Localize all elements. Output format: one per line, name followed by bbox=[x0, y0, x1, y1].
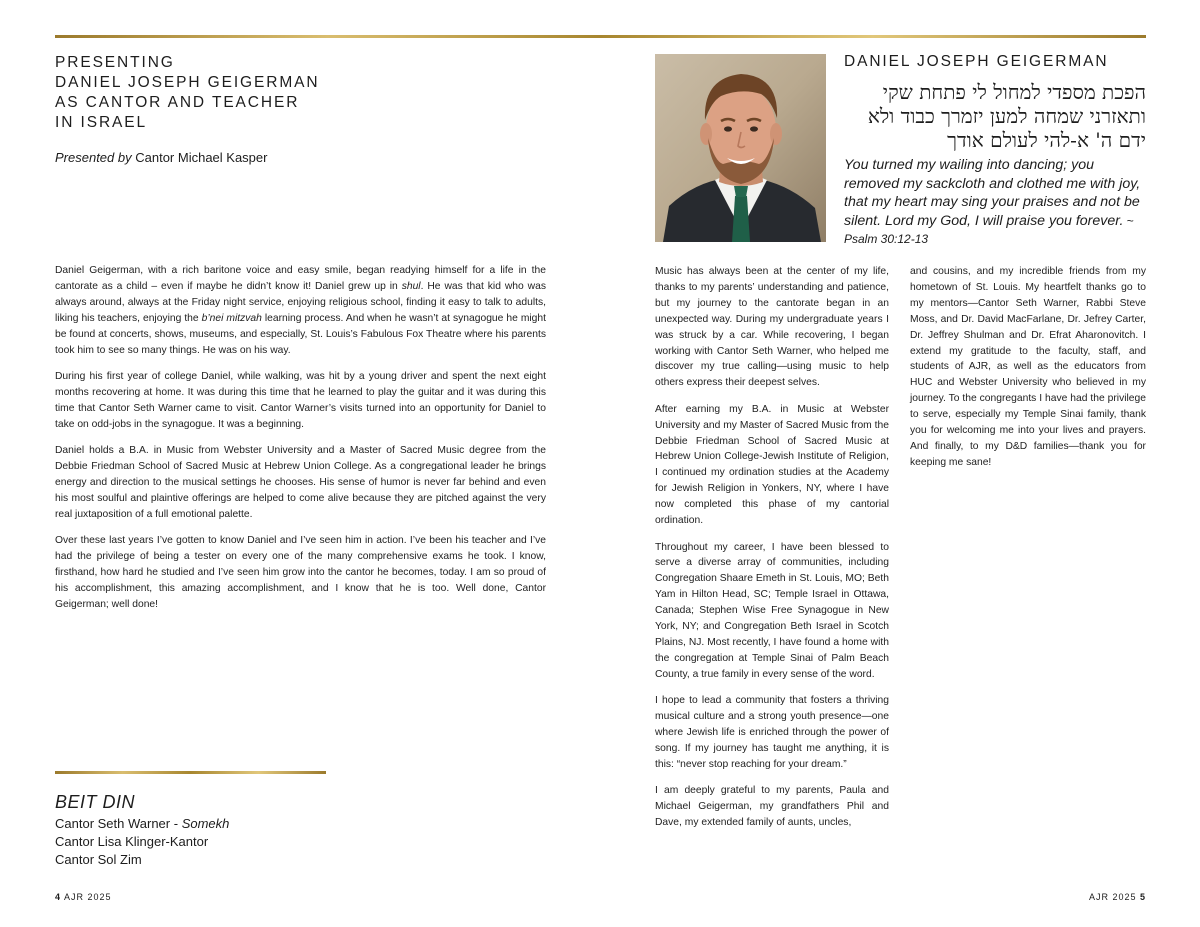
presenter-name: Cantor Michael Kasper bbox=[135, 150, 268, 165]
title-line: PRESENTING bbox=[55, 54, 175, 71]
portrait-photo bbox=[655, 54, 826, 242]
paragraph: After earning my B.A. in Music at Webster University and my Master of Sacred Music from the Debbie Friedman School of Sacred Music at Hebrew Union College-Jewish Institute of Religion, I continued my ordination studies at the Academy for Jewish Religion in Yonkers, NY, where I have now completed this phase of my cantorial ordination. bbox=[655, 403, 889, 527]
beit-din-gold-rule bbox=[55, 771, 326, 774]
paragraph: During his first year of college Daniel, while walking, was hit by a young driver and spent the next eight months recovering at home. It was during this time that he learned to play the guitar and it was during this time that Cantor Seth Warner came to visit. Cantor Warner’s visits turned into an opportunity for Daniel to take on odd-jobs in the synagogue. It was a beginning. bbox=[55, 370, 546, 430]
psalm-translation bbox=[844, 156, 1149, 249]
left-footer bbox=[55, 892, 112, 902]
psalm-reference: Psalm 30:12-13 bbox=[844, 232, 929, 246]
member-role: Somekh bbox=[181, 816, 230, 831]
title-line: IN ISRAEL bbox=[55, 114, 148, 131]
paragraph: I hope to lead a community that fosters a thriving musical culture and a strong youth presence—one where Jewish life is enriched through the power of song. If my journey has taught me anything, it is this: “never stop reaching for your dream.” bbox=[655, 695, 889, 770]
right-footer bbox=[1089, 892, 1146, 902]
beit-din-heading: BEIT DIN bbox=[55, 792, 136, 812]
beit-din-member: Cantor Lisa Klinger-Kantor bbox=[55, 834, 209, 849]
title-line: DANIEL JOSEPH GEIGERMAN bbox=[55, 74, 320, 91]
paragraph bbox=[55, 263, 546, 358]
text-run: learning process. And when he wasn’t at synagogue he might be found at concerts, shows, museums, and especially, St. Louis’s Fabulous Fox Theatre where his parents took him to see so many things. He was on his way. bbox=[55, 312, 546, 356]
title-line: AS CANTOR AND TEACHER bbox=[55, 94, 300, 111]
member-name: Cantor Seth Warner - bbox=[55, 816, 182, 831]
psalm-text: You turned my wailing into dancing; you removed my sackcloth and clothed me with joy, that my heart may sing your praises and not be silent. Lord my God, I will praise you forever. bbox=[844, 157, 1141, 229]
paragraph: Daniel holds a B.A. in Music from Webster University and a Master of Sacred Music degree from the Debbie Friedman School of Sacred Music at Hebrew Union College. As a congregational leader he brings energy and direction to the musical settings he chooses. His sense of humor is never far behind and even his most soulful and plaintive offerings are helped to come alive because they are pitched against the very real juxtaposition of a full emotional palette. bbox=[55, 445, 546, 520]
right-column-1 bbox=[655, 264, 889, 841]
beit-din-member bbox=[55, 815, 229, 833]
paragraph: Throughout my career, I have been blessed to serve a diverse array of communities, including Congregation Shaare Emeth in St. Louis, MO; Beth Yam in Hilton Head, SC; Temple Israel in Ottawa, Canada; Stephen Wise Free Synagogue in New York, NY; and Congregation Beth Israel in Scotch Plains, NJ. Most recently, I have found a home with the congregation at Temple Sinai of Palm Beach County, a true family in every sense of the word. bbox=[655, 541, 889, 680]
hebrew-line: ותאזרני שמחה למען יזמרך כבוד ולא bbox=[867, 104, 1146, 128]
page-number: 5 bbox=[1139, 892, 1146, 902]
article-title bbox=[55, 53, 319, 133]
tilde: ~ bbox=[1123, 213, 1134, 228]
hebrew-line: ידם ה' א-להי לעולם אודך bbox=[947, 128, 1146, 152]
hebrew-line: הפכת מספדי למחול לי פתחת שקי bbox=[882, 80, 1146, 104]
subject-name: DANIEL JOSEPH GEIGERMAN bbox=[844, 53, 1109, 70]
paragraph: Over these last years I’ve gotten to know Daniel and I’ve seen him in action. I’ve been his teacher and I’ve had the privilege of being a tester on every one of the many comprehensive exams he took. I know, firsthand, how hard he studied and I’ve seen him grow into the cantor he becomes, today. I am so proud of his accomplishment, this amazing accomplishment, and I know that he is too. Well done, Cantor Geigerman; well done! bbox=[55, 535, 546, 610]
footer-publication: AJR 2025 bbox=[1088, 892, 1137, 902]
presented-by bbox=[55, 150, 267, 165]
beit-din-list bbox=[55, 815, 229, 869]
page-number: 4 bbox=[55, 892, 62, 902]
italic-term: b’nei mitzvah bbox=[201, 312, 262, 324]
text-run: . He was that kid who was always around, always at the Friday night service, enjoying religious school, finding it easy to talk to adults, liking his teachers, enjoying the bbox=[55, 280, 546, 324]
hebrew-verse bbox=[844, 80, 1146, 152]
paragraph: and cousins, and my incredible friends from my hometown of St. Louis. My heartfelt thanks go to my mentors—Cantor Seth Warner, Rabbi Steve Moss, and Dr. David MacFarlane, Dr. Jefrey Carter, Dr. Jeffrey Shulman and Dr. Efrat Aharonovitch. I extend my gratitude to the faculty, staff, and students of AJR, as well as the educators from HUC and Webster University who believed in my journey. To the congregants I have had the privilege to serve, especially my Temple Sinai family, thank you for welcoming me into your lives and prayers. And finally, to my D&D families—thank you for keeping me sane! bbox=[910, 266, 1146, 468]
top-gold-rule bbox=[55, 35, 1146, 38]
right-column-2 bbox=[910, 264, 1146, 481]
paragraph: I am deeply grateful to my parents, Paula and Michael Geigerman, my grandfathers Phil and Dave, my extended family of aunts, uncles, bbox=[655, 785, 889, 828]
italic-term: shul bbox=[401, 280, 421, 292]
presented-by-prefix: Presented by bbox=[55, 150, 132, 165]
left-article-body bbox=[55, 263, 546, 623]
text-run: Daniel Geigerman, with a rich baritone voice and easy smile, began readying himself for a life in the cantorate as a child – even if maybe he didn’t know it! Daniel grew up in bbox=[55, 265, 546, 292]
paragraph: Music has always been at the center of my life, thanks to my parents’ understanding and patience, but my journey to the cantorate began in an unexpected way. During my undergraduate years I was struck by a car. While recovering, I began working with Cantor Seth Warner, who helped me discover my true calling—using music to help others express their deepest selves. bbox=[655, 266, 889, 389]
footer-publication: AJR 2025 bbox=[64, 892, 112, 902]
beit-din-member: Cantor Sol Zim bbox=[55, 852, 142, 867]
